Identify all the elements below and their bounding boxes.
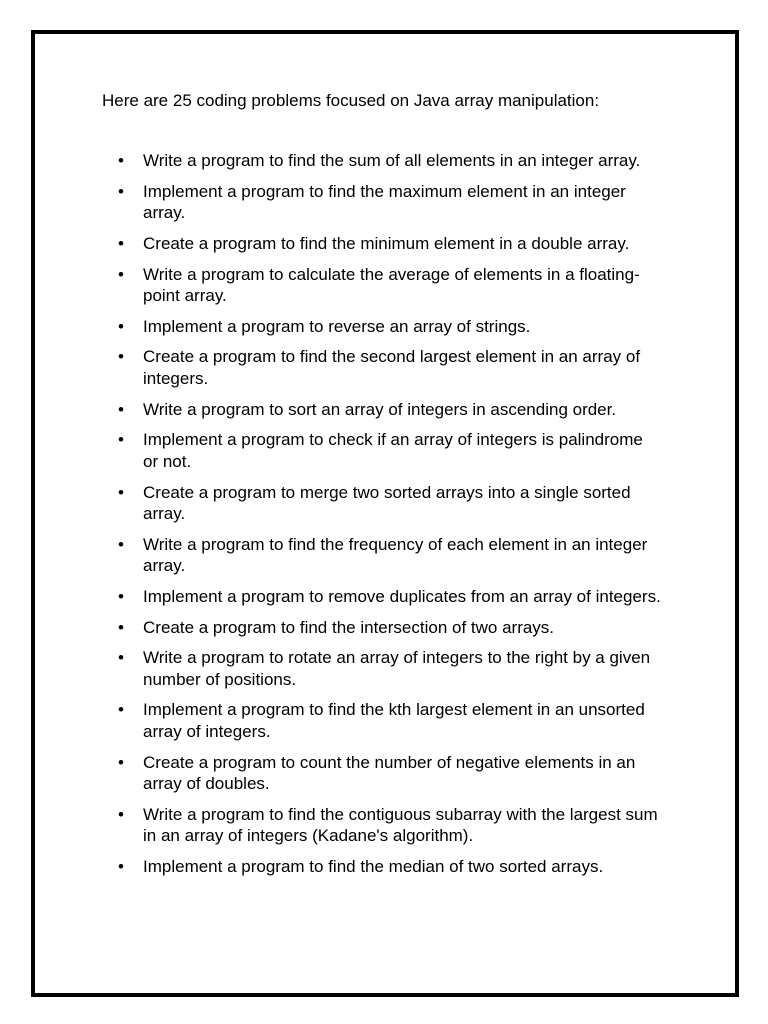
problem-text: Write a program to rotate an array of integers to the right by a given number of positions.	[143, 648, 651, 689]
list-item	[102, 752, 662, 795]
problem-text: Implement a program to find the median of two sorted arrays.	[143, 857, 604, 876]
list-item	[102, 181, 662, 224]
bullet-icon: •	[118, 316, 124, 336]
problem-text: Implement a program to remove duplicates from an array of integers.	[143, 586, 661, 606]
problem-text: Write a program to find the sum of all elements in an integer array.	[143, 151, 641, 170]
problem-text: Implement a program to find the kth largest element in an unsorted array of integers.	[143, 700, 645, 741]
list-item	[102, 316, 662, 338]
bullet-icon: •	[118, 752, 124, 772]
problem-text: Implement a program to find the maximum element in an integer array.	[143, 181, 626, 223]
problem-list	[102, 150, 662, 887]
bullet-icon: •	[118, 181, 124, 201]
intro-text: Here are 25 coding problems focused on Java array manipulation:	[102, 91, 600, 110]
list-item	[102, 150, 662, 172]
problem-text: Create a program to count the number of negative elements in an array of doubles.	[143, 752, 636, 794]
list-item	[102, 586, 662, 608]
list-item	[102, 429, 662, 472]
list-item	[102, 399, 662, 421]
list-item	[102, 617, 662, 639]
problem-text: Create a program to find the intersection of two arrays.	[143, 617, 555, 637]
list-item	[102, 482, 662, 525]
list-item	[102, 346, 662, 389]
problem-text: Create a program to merge two sorted arrays into a single sorted array.	[143, 482, 631, 523]
problem-text: Write a program to find the contiguous subarray with the largest sum in an array of integers (Kadane's algorithm).	[143, 804, 658, 846]
bullet-icon: •	[118, 586, 124, 606]
bullet-icon: •	[118, 804, 124, 824]
bullet-icon: •	[118, 534, 124, 554]
problem-text: Write a program to calculate the average of elements in a floating-point array.	[143, 264, 640, 306]
list-item	[102, 647, 662, 690]
bullet-icon: •	[118, 700, 124, 720]
document-page	[31, 30, 739, 997]
bullet-icon: •	[118, 648, 124, 668]
bullet-icon: •	[118, 399, 124, 419]
bullet-icon: •	[118, 430, 124, 450]
bullet-icon: •	[118, 617, 124, 637]
problem-text: Write a program to find the frequency of each element in an integer array.	[143, 534, 648, 576]
bullet-icon: •	[118, 151, 124, 170]
list-item	[102, 856, 662, 878]
bullet-icon: •	[118, 857, 124, 876]
list-item	[102, 804, 662, 847]
list-item	[102, 264, 662, 307]
list-item	[102, 233, 662, 255]
problem-text: Implement a program to check if an array of integers is palindrome or not.	[143, 430, 643, 471]
bullet-icon: •	[118, 233, 124, 253]
list-item	[102, 699, 662, 742]
list-item	[102, 534, 662, 577]
problem-text: Implement a program to reverse an array of strings.	[143, 316, 531, 336]
problem-text: Write a program to sort an array of integers in ascending order.	[143, 399, 617, 419]
bullet-icon: •	[118, 347, 124, 367]
problem-text: Create a program to find the second largest element in an array of integers.	[143, 347, 641, 388]
problem-text: Create a program to find the minimum element in a double array.	[143, 233, 630, 253]
bullet-icon: •	[118, 482, 124, 502]
bullet-icon: •	[118, 264, 124, 284]
